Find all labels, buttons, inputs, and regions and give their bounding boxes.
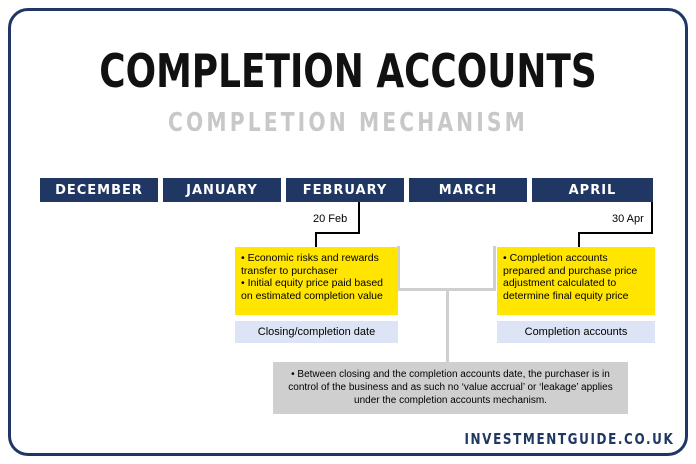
feb-marker-bar [315, 232, 360, 234]
month-april: APRIL [532, 178, 653, 202]
month-february: FEBRUARY [286, 178, 404, 202]
label-completion-accounts: Completion accounts [497, 321, 655, 343]
connector-down [446, 288, 449, 362]
label-closing-date: Closing/completion date [235, 321, 398, 343]
feb-marker-stem [358, 202, 360, 234]
event-bullet: • Completion accounts prepared and purchase price adjustment calculated to determine final equity price [503, 252, 638, 302]
apr-marker-drop [578, 232, 580, 248]
month-january: JANUARY [163, 178, 281, 202]
date-label-30apr: 30 Apr [612, 213, 644, 225]
page-title: COMPLETION ACCOUNTS [99, 44, 597, 98]
event-bullet: • Economic risks and rewards transfer to purchaser [241, 252, 379, 277]
event-box-closing [235, 247, 398, 315]
apr-marker-bar [578, 232, 653, 234]
month-march: MARCH [409, 178, 527, 202]
page-subtitle: COMPLETION MECHANISM [168, 108, 528, 138]
connector-right-vertical [493, 246, 496, 290]
apr-marker-stem [651, 202, 653, 234]
feb-marker-drop [315, 232, 317, 248]
event-box-completion [497, 247, 655, 315]
date-label-20feb: 20 Feb [313, 213, 348, 225]
month-december: DECEMBER [40, 178, 158, 202]
event-bullet: • Initial equity price paid based on estimated completion value [241, 277, 384, 302]
brand-logo: INVESTMENTGUIDE.CO.UK [464, 430, 674, 448]
note-box: • Between closing and the completion accounts date, the purchaser is in control of the business and as such no ‘value accrual’ or ‘leakage’ applies under the completion accounts mechanism. [273, 362, 628, 414]
